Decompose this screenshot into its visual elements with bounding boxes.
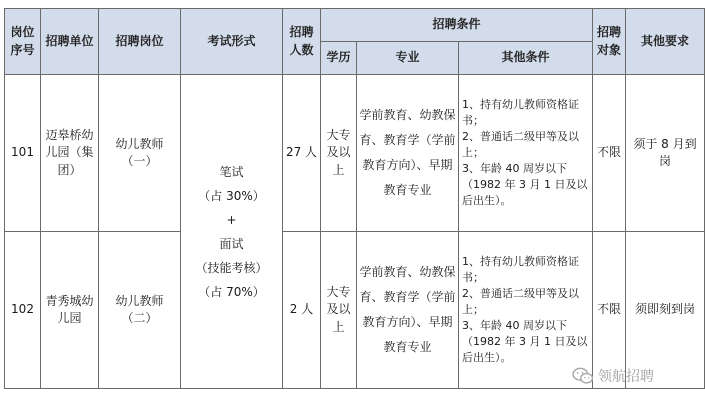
watermark bbox=[572, 365, 654, 387]
row-target: 不限 bbox=[593, 75, 626, 232]
row-count: 2 人 bbox=[283, 232, 321, 389]
header-major: 专业 bbox=[357, 42, 459, 75]
table-row bbox=[5, 75, 705, 232]
condition-item: 3、年龄 40 周岁以下（1982 年 3 月 1 日及以后出生）。 bbox=[462, 318, 588, 364]
exam-line: 笔试 bbox=[219, 164, 244, 179]
row-post: 幼儿教师（一） bbox=[99, 75, 181, 232]
row-no: 101 bbox=[5, 75, 41, 232]
header-requirement: 其他要求 bbox=[626, 9, 705, 75]
header-count: 招聘人数 bbox=[283, 9, 321, 75]
header-target: 招聘对象 bbox=[593, 9, 626, 75]
exam-line: + bbox=[226, 212, 237, 227]
recruitment-table bbox=[4, 8, 705, 389]
row-major: 学前教育、幼教保育、教育学（学前教育方向）、早期教育专业 bbox=[357, 75, 459, 232]
exam-line: （占 70%） bbox=[198, 284, 265, 299]
header-post: 招聘岗位 bbox=[99, 9, 181, 75]
row-unit: 迈皋桥幼儿园（集团） bbox=[41, 75, 99, 232]
row-requirement: 须即刻到岗 bbox=[626, 232, 705, 389]
row-education: 大专及以上 bbox=[321, 75, 357, 232]
exam-form-cell bbox=[181, 75, 283, 389]
watermark-text: 领航招聘 bbox=[598, 369, 654, 385]
header-other: 其他条件 bbox=[459, 42, 593, 75]
exam-line: 面试 bbox=[219, 236, 244, 251]
header-exam: 考试形式 bbox=[181, 9, 283, 75]
header-unit: 招聘单位 bbox=[41, 9, 99, 75]
row-no: 102 bbox=[5, 232, 41, 389]
row-unit: 青秀城幼儿园 bbox=[41, 232, 99, 389]
condition-item: 1、持有幼儿教师资格证书； bbox=[462, 255, 579, 285]
row-target: 不限 bbox=[593, 232, 626, 389]
condition-item: 2、普通话二级甲等及以上； bbox=[462, 287, 579, 317]
header-education: 学历 bbox=[321, 42, 357, 75]
condition-item: 1、持有幼儿教师资格证书； bbox=[462, 98, 579, 128]
wechat-icon bbox=[572, 367, 594, 385]
header-post-no: 岗位序号 bbox=[5, 9, 41, 75]
condition-item: 3、年龄 40 周岁以下（1982 年 3 月 1 日及以后出生）。 bbox=[462, 161, 588, 207]
row-requirement: 须于 8 月到岗 bbox=[626, 75, 705, 232]
exam-line: （技能考核） bbox=[195, 260, 268, 275]
header-conditions: 招聘条件 bbox=[321, 9, 593, 42]
row-post: 幼儿教师（二） bbox=[99, 232, 181, 389]
row-other-conditions bbox=[459, 75, 593, 232]
condition-item: 2、普通话二级甲等及以上； bbox=[462, 130, 579, 160]
row-education: 大专及以上 bbox=[321, 232, 357, 389]
row-count: 27 人 bbox=[283, 75, 321, 232]
exam-line: （占 30%） bbox=[198, 188, 265, 203]
row-major: 学前教育、幼教保育、教育学（学前教育方向）、早期教育专业 bbox=[357, 232, 459, 389]
